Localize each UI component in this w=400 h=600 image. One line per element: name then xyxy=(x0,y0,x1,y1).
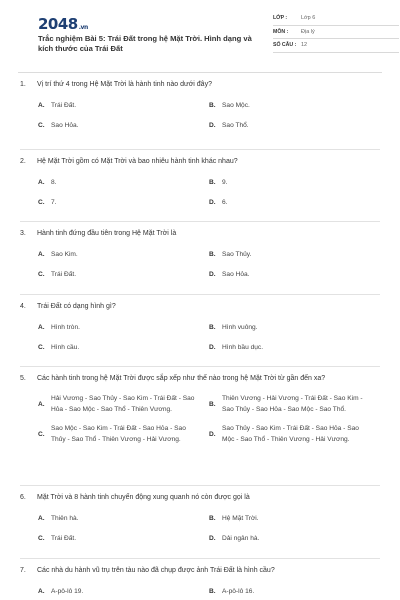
question-prompt: Hành tinh đứng đầu tiên trong Hệ Mặt Trời là xyxy=(37,230,177,237)
question xyxy=(20,486,380,559)
question-text xyxy=(20,566,380,576)
option-text: Sao Kim. xyxy=(51,251,78,258)
option-a[interactable] xyxy=(38,102,209,109)
question xyxy=(20,367,380,486)
meta-value: Lớp 6 xyxy=(301,15,316,22)
option-label: A. xyxy=(38,102,45,109)
option-b[interactable] xyxy=(209,588,380,595)
logo-main: 2048 xyxy=(38,15,78,33)
options xyxy=(20,102,380,129)
question-prompt: Các nhà du hành vũ trụ trên tàu nào đã chụp được ảnh Trái Đất là hình cầu? xyxy=(37,567,275,574)
option-label: C. xyxy=(38,430,45,438)
option-text: 8. xyxy=(51,179,57,186)
option-text: 9. xyxy=(222,179,228,186)
option-label: D. xyxy=(209,430,216,438)
site-logo[interactable] xyxy=(38,15,88,33)
meta-row-subject xyxy=(273,26,399,40)
meta-row-class xyxy=(273,12,399,26)
question xyxy=(20,150,380,222)
option-text: Sao Hỏa. xyxy=(51,122,79,129)
meta-key: LỚP : xyxy=(273,15,288,22)
option-label: B. xyxy=(209,515,216,522)
option-c[interactable] xyxy=(38,199,209,206)
option-label: A. xyxy=(38,251,45,258)
option-text: Hải Vương - Sao Thủy - Sao Kim - Trái Đất - Sao Hỏa - Sao Mộc - Sao Thổ - Thiên Vương. xyxy=(51,395,195,413)
option-label: D. xyxy=(209,535,216,542)
option-c[interactable] xyxy=(38,271,209,278)
option-label: D. xyxy=(209,271,216,278)
option-label: D. xyxy=(209,199,216,206)
option-text: Dải ngân hà. xyxy=(222,535,260,542)
option-text: A-pô-lô 19. xyxy=(51,588,84,595)
question-prompt: Hệ Mặt Trời gồm có Mặt Trời và bao nhiêu hành tinh khác nhau? xyxy=(37,158,238,165)
option-text: Trái Đất. xyxy=(51,102,77,109)
option-b[interactable] xyxy=(209,179,380,186)
option-text: Sao Hỏa. xyxy=(222,271,250,278)
question-number: 2. xyxy=(20,158,26,165)
option-label: D. xyxy=(209,122,216,129)
option-text: Hệ Mặt Trời. xyxy=(222,515,259,522)
option-d[interactable] xyxy=(209,122,380,129)
meta-key: MÔN : xyxy=(273,28,289,35)
question xyxy=(20,559,380,595)
header xyxy=(18,0,382,66)
option-label: B. xyxy=(209,588,216,595)
option-b[interactable] xyxy=(209,102,380,109)
option-text: Hình tròn. xyxy=(51,324,80,331)
option-label: C. xyxy=(38,344,45,351)
option-label: C. xyxy=(38,199,45,206)
option-label: B. xyxy=(209,102,216,109)
question-number: 5. xyxy=(20,375,26,382)
option-text: 7. xyxy=(51,199,57,206)
question xyxy=(20,80,380,150)
option-d[interactable] xyxy=(209,199,380,206)
option-c[interactable] xyxy=(38,423,209,445)
option-a[interactable] xyxy=(38,324,209,331)
option-a[interactable] xyxy=(38,393,209,415)
question xyxy=(20,295,380,367)
option-text: Sao Thủy. xyxy=(222,251,252,258)
option-label: B. xyxy=(209,251,216,258)
option-text: Hình bầu dục. xyxy=(222,344,264,351)
document-title: Trắc nghiệm Bài 5: Trái Đất trong hệ Mặt Trời. Hình dạng và kích thước của Trái Đất xyxy=(38,34,252,53)
question-text xyxy=(20,80,380,90)
options xyxy=(20,251,380,278)
option-label: A. xyxy=(38,400,45,408)
question-text xyxy=(20,229,380,239)
option-text: Hình vuông. xyxy=(222,324,258,331)
option-label: A. xyxy=(38,588,45,595)
question-prompt: Vị trí thứ 4 trong Hệ Mặt Trời là hành tinh nào dưới đây? xyxy=(37,81,212,88)
option-d[interactable] xyxy=(209,423,380,445)
option-label: B. xyxy=(209,400,216,408)
option-label: A. xyxy=(38,179,45,186)
option-d[interactable] xyxy=(209,271,380,278)
option-c[interactable] xyxy=(38,535,209,542)
option-text: 6. xyxy=(222,199,228,206)
question-text xyxy=(20,374,380,384)
meta-value: 12 xyxy=(301,42,308,49)
option-text: Thiên hà. xyxy=(51,515,79,522)
question xyxy=(20,222,380,295)
question-prompt: Trái Đất có dạng hình gì? xyxy=(37,303,116,310)
option-b[interactable] xyxy=(209,393,380,415)
option-a[interactable] xyxy=(38,179,209,186)
question-number: 6. xyxy=(20,494,26,501)
option-label: C. xyxy=(38,271,45,278)
meta-value: Địa lý xyxy=(301,28,315,35)
option-text: Sao Thủy - Sao Kim - Trái Đất - Sao Hỏa - Sao Mộc - Sao Thổ - Thiên Vương - Hải Vương. xyxy=(222,425,359,443)
option-b[interactable] xyxy=(209,515,380,522)
option-label: B. xyxy=(209,179,216,186)
option-text: Trái Đất. xyxy=(51,535,77,542)
question-text xyxy=(20,157,380,167)
logo-sub: .vn xyxy=(78,24,88,31)
question-text xyxy=(20,493,380,503)
options xyxy=(20,588,380,595)
option-b[interactable] xyxy=(209,251,380,258)
option-label: A. xyxy=(38,515,45,522)
options xyxy=(20,179,380,206)
question-number: 1. xyxy=(20,81,26,88)
meta-row-count xyxy=(273,39,399,53)
option-text: Trái Đất. xyxy=(51,271,77,278)
option-a[interactable] xyxy=(38,588,209,595)
question-prompt: Mặt Trời và 8 hành tinh chuyển động xung quanh nó còn được gọi là xyxy=(37,494,250,501)
header-divider xyxy=(18,72,382,73)
option-text: Sao Mộc - Sao Kim - Trái Đất - Sao Hỏa - Sao Thủy - Sao Thổ - Thiên Vương - Hải Vương. xyxy=(51,425,186,443)
question-number: 4. xyxy=(20,303,26,310)
question-list xyxy=(20,80,380,595)
meta-key: SỐ CÂU : xyxy=(273,42,297,49)
option-label: C. xyxy=(38,122,45,129)
options xyxy=(20,515,380,542)
options xyxy=(20,324,380,351)
question-prompt: Các hành tinh trong hệ Mặt Trời được sắp xếp như thế nào trong hệ Mặt Trời từ gần đến xa? xyxy=(37,375,326,382)
question-number: 7. xyxy=(20,567,26,574)
option-text: Sao Thổ. xyxy=(222,122,249,129)
question-text xyxy=(20,302,380,312)
option-b[interactable] xyxy=(209,324,380,331)
option-text: Thiên Vương - Hải Vương - Trái Đất - Sao Kim - Sao Thủy - Sao Hỏa - Sao Mộc - Sao Thổ. xyxy=(222,395,363,413)
option-d[interactable] xyxy=(209,535,380,542)
option-a[interactable] xyxy=(38,251,209,258)
option-label: D. xyxy=(209,344,216,351)
option-c[interactable] xyxy=(38,122,209,129)
option-text: A-pô-lô 16. xyxy=(222,588,255,595)
option-a[interactable] xyxy=(38,515,209,522)
option-c[interactable] xyxy=(38,344,209,351)
option-text: Sao Mộc. xyxy=(222,102,250,109)
option-label: A. xyxy=(38,324,45,331)
option-label: B. xyxy=(209,324,216,331)
option-text: Hình cầu. xyxy=(51,344,80,351)
meta-box xyxy=(273,12,399,53)
question-number: 3. xyxy=(20,230,26,237)
option-label: C. xyxy=(38,535,45,542)
options xyxy=(20,393,380,445)
option-d[interactable] xyxy=(209,344,380,351)
